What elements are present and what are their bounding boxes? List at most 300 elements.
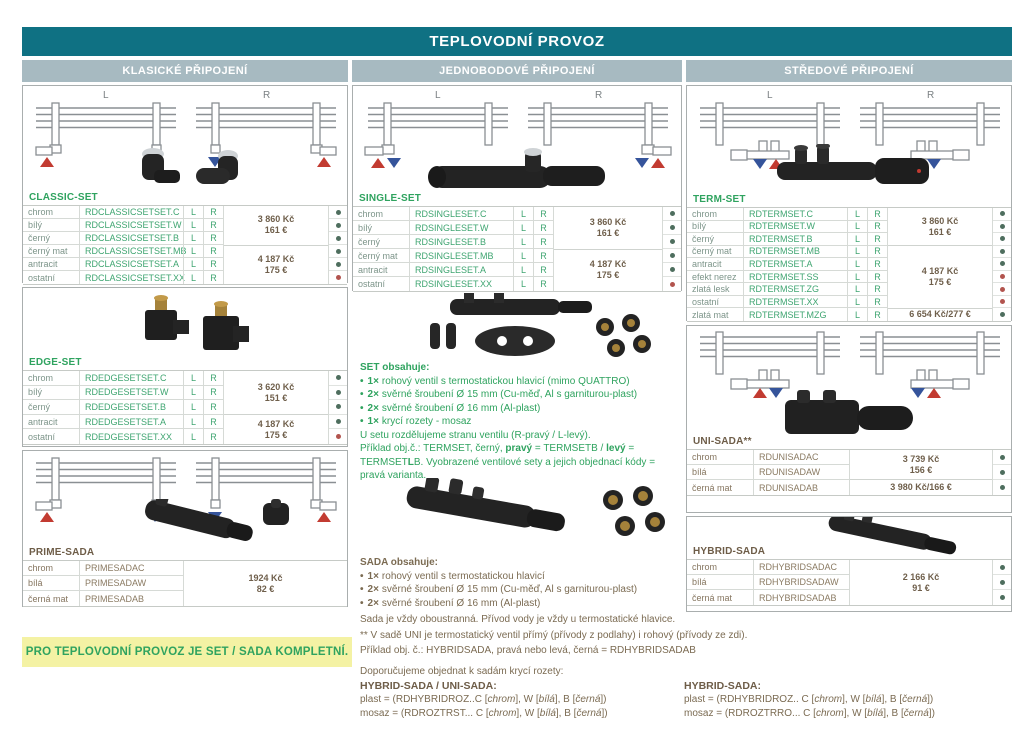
- order-code: RDEDGESETSET.W: [79, 386, 183, 400]
- color-name: černý mat: [692, 246, 732, 257]
- variant-right: R: [867, 283, 887, 295]
- table-row: [23, 271, 223, 284]
- order-code: RDCLASSICSETSET.XX: [79, 271, 183, 284]
- diagram-label-right: R: [595, 90, 603, 101]
- bullet-icon: •: [360, 389, 364, 400]
- variant-right: R: [867, 233, 887, 245]
- color-name: ostatní: [28, 272, 56, 283]
- price-cell: [888, 208, 992, 246]
- table-row: [687, 283, 887, 296]
- table-row: [687, 308, 887, 321]
- set-contents-item: • 1× rohový ventil s termostatickou hlavicí (mimo QUATTRO): [360, 375, 630, 387]
- order-code: RDEDGESETSET.XX: [79, 429, 183, 444]
- sada-contents-item: • 2× svěrné šroubení Ø 15 mm (Cu-měď, Al s garniturou-plast): [360, 584, 638, 595]
- uni-sada-table: [687, 449, 1011, 496]
- variant-left: L: [183, 219, 203, 231]
- availability-dot: [329, 429, 347, 444]
- sada-contents-block: [360, 556, 682, 610]
- variant-left: L: [513, 263, 533, 276]
- hybrid-sada-table: [687, 559, 1011, 606]
- table-row: [353, 277, 553, 291]
- table-row: [23, 258, 223, 271]
- footnote-uni: ** V sadě UNI je termostatický ventil přímý (přívody z podlahy) i rohový (přívody ze zdi).: [360, 629, 748, 641]
- table-row: [687, 450, 849, 465]
- price-cell: [224, 415, 328, 444]
- availability-dot: [993, 308, 1011, 321]
- color-name: bílá: [28, 578, 43, 588]
- classic-set-box: [22, 85, 348, 283]
- variant-left: L: [513, 249, 533, 262]
- bullet-icon: •: [360, 584, 364, 595]
- product-photo-hybrid-sada: [807, 517, 987, 559]
- price-cell: [888, 309, 992, 321]
- variant-right: R: [203, 400, 223, 414]
- rozety-right-plast: plast = (RDHYBRIDROZ.. C [chrom], W [bílá], B [černá]): [684, 694, 934, 705]
- diagram-label-right: R: [263, 90, 271, 101]
- table-row: [687, 480, 849, 495]
- variant-left: L: [847, 221, 867, 233]
- variant-left: L: [847, 208, 867, 220]
- color-name: bílý: [692, 221, 707, 232]
- classic-set-table: [23, 205, 347, 285]
- price-cell: [888, 246, 992, 309]
- section-title-edge: EDGE-SET: [29, 357, 82, 368]
- price-eur: 151 €: [264, 392, 288, 403]
- variant-right: R: [203, 371, 223, 385]
- variant-left: L: [183, 429, 203, 444]
- color-name: bílý: [28, 387, 43, 398]
- variant-right: R: [533, 221, 553, 234]
- variant-right: R: [867, 221, 887, 233]
- order-code: RDTERMSET.MB: [743, 246, 847, 258]
- price-eur: 82 €: [256, 583, 275, 594]
- price-eur: 175 €: [264, 264, 288, 275]
- table-row: [23, 400, 223, 415]
- availability-dot: [329, 415, 347, 430]
- table-row: [23, 576, 183, 591]
- availability-dot: [663, 277, 681, 291]
- color-name: antracit: [28, 259, 58, 269]
- table-row: [23, 591, 183, 606]
- availability-dot: [329, 371, 347, 386]
- availability-dot: [993, 271, 1011, 284]
- order-code: RDTERMSET.A: [743, 258, 847, 270]
- color-name: ostatní: [692, 296, 720, 307]
- color-name: chrom: [28, 207, 54, 217]
- order-code: PRIMESADAB: [79, 591, 183, 606]
- price-cell: [850, 480, 992, 495]
- section-title-term: TERM-SET: [693, 194, 746, 205]
- bullet-icon: •: [360, 402, 364, 414]
- table-row: [353, 221, 553, 235]
- order-code: RDEDGESETSET.C: [79, 371, 183, 385]
- variant-right: R: [203, 245, 223, 257]
- order-code: RDEDGESETSET.A: [79, 415, 183, 429]
- product-photo-uni-sada: [757, 388, 947, 438]
- color-name: černý: [28, 401, 51, 412]
- set-variant-note: U setu rozdělujeme stranu ventilu (R-pravý / L-levý).: [360, 429, 591, 441]
- bullet-icon: •: [360, 416, 364, 427]
- availability-dot: [329, 245, 347, 258]
- variant-left: L: [513, 207, 533, 220]
- order-code: RDUNISADAC: [753, 450, 849, 464]
- diagram-label-left: L: [435, 90, 441, 101]
- variant-right: R: [203, 258, 223, 270]
- product-photo-prime-sada: [113, 499, 313, 555]
- table-row: [23, 245, 223, 258]
- product-photo-term-set: [757, 144, 957, 196]
- variant-left: L: [183, 258, 203, 270]
- table-row: [687, 208, 887, 221]
- color-name: chrom: [692, 562, 718, 572]
- color-name: bílá: [692, 577, 707, 587]
- table-row: [353, 263, 553, 277]
- color-name: bílý: [28, 220, 43, 230]
- order-code: RDCLASSICSETSET.MB: [79, 245, 183, 257]
- sada-contents-item: • 1× rohový ventil s termostatickou hlavicí: [360, 570, 545, 582]
- single-set-table: [353, 206, 681, 292]
- variant-left: L: [183, 415, 203, 429]
- variant-right: R: [203, 219, 223, 231]
- set-contents-item: • 2× svěrné šroubení Ø 16 mm (Al-plast): [360, 402, 541, 414]
- order-code: RDCLASSICSETSET.A: [79, 258, 183, 270]
- variant-right: R: [867, 296, 887, 308]
- order-code: RDCLASSICSETSET.C: [79, 206, 183, 218]
- variant-left: L: [183, 271, 203, 284]
- variant-right: R: [203, 271, 223, 284]
- table-row: [23, 415, 223, 430]
- color-name: černá mat: [692, 592, 733, 603]
- availability-dot: [993, 246, 1011, 259]
- section-title-classic: CLASSIC-SET: [29, 192, 98, 203]
- order-code: RDTERMSET.XX: [743, 296, 847, 308]
- bullet-icon: •: [360, 570, 364, 582]
- availability-dot: [993, 258, 1011, 271]
- variant-left: L: [183, 400, 203, 414]
- table-row: [23, 206, 223, 219]
- price-czk: 3 860 Kč: [921, 215, 959, 226]
- color-name: antracit: [358, 264, 388, 275]
- variant-right: R: [867, 258, 887, 270]
- availability-dot: [993, 465, 1011, 480]
- order-code: RDSINGLESET.XX: [409, 277, 513, 291]
- variant-right: R: [203, 415, 223, 429]
- order-code: RDSINGLESET.A: [409, 263, 513, 276]
- uni-sada-box: [686, 325, 1012, 513]
- product-photo-edge-set: [93, 294, 283, 356]
- color-name: černý: [358, 236, 381, 247]
- diagram-label-left: L: [767, 90, 773, 101]
- table-row: [687, 590, 849, 605]
- price-cell: [554, 250, 662, 292]
- table-row: [23, 219, 223, 232]
- edge-set-box: [22, 287, 348, 447]
- variant-left: L: [847, 271, 867, 283]
- rozety-left-plast: plast = (RDHYBRIDROZ..C [chrom], W [bílá], B [černá]): [360, 694, 607, 705]
- color-name: černý: [692, 233, 715, 244]
- availability-dot: [663, 221, 681, 235]
- set-order-example: Příklad obj.č.: TERMSET, černý, pravý = TERMSETB / levý = TERMSETLB. Vyobrazené ventilové sety a jejich objednací kódy = pravá varianta.: [360, 443, 656, 481]
- table-row: [687, 560, 849, 575]
- price-czk: 1924 Kč: [248, 572, 283, 583]
- table-row: [353, 235, 553, 249]
- availability-dot: [663, 207, 681, 221]
- color-name: chrom: [28, 563, 54, 573]
- variant-left: L: [513, 221, 533, 234]
- color-name: efekt nerez: [692, 271, 737, 282]
- table-row: [687, 271, 887, 284]
- price-czk: 4 187 Kč: [589, 259, 627, 270]
- order-code: RDSINGLESET.C: [409, 207, 513, 220]
- color-name: antracit: [28, 416, 58, 427]
- color-name: zlatá mat: [692, 309, 729, 320]
- price-eur: 175 €: [928, 276, 952, 287]
- edge-set-table: [23, 370, 347, 445]
- table-row: [23, 561, 183, 576]
- availability-dot: [993, 283, 1011, 296]
- diagram-label-left: L: [103, 90, 109, 101]
- bullet-icon: •: [360, 597, 364, 609]
- hybrid-sada-box: [686, 516, 1012, 612]
- price-czk: 6 654 Kč/277 €: [909, 309, 971, 320]
- variant-left: L: [183, 232, 203, 244]
- product-photo-single-set: [413, 144, 643, 196]
- rozety-heading: Doporučujeme objednat k sadám krycí rozety:: [360, 666, 564, 677]
- section-title-uni: UNI-SADA**: [693, 436, 752, 447]
- price-czk: 4 187 Kč: [257, 418, 295, 429]
- order-code: RDHYBRIDSADAC: [753, 560, 849, 574]
- color-name: chrom: [692, 452, 718, 462]
- page-title: TEPLOVODNÍ PROVOZ: [22, 27, 1012, 56]
- bullet-icon: •: [360, 375, 364, 387]
- table-row: [687, 258, 887, 271]
- color-name: černá mat: [28, 593, 69, 604]
- variant-right: R: [533, 207, 553, 220]
- set-sada-note: PRO TEPLOVODNÍ PROVOZ JE SET / SADA KOMPLETNÍ.: [22, 637, 352, 667]
- price-cell: [224, 246, 328, 285]
- variant-right: R: [203, 232, 223, 244]
- color-name: chrom: [28, 372, 54, 383]
- prime-sada-table: [23, 560, 347, 607]
- variant-left: L: [513, 235, 533, 248]
- table-row: [687, 575, 849, 590]
- order-code: RDTERMSET.W: [743, 221, 847, 233]
- footnotes-block: [360, 612, 920, 659]
- color-name: černý mat: [28, 246, 68, 256]
- availability-dot: [993, 208, 1011, 221]
- rozety-right-title: HYBRID-SADA:: [684, 680, 761, 692]
- availability-dot: [993, 221, 1011, 234]
- order-code: RDEDGESETSET.B: [79, 400, 183, 414]
- set-contents-item: • 1× krycí rozety - mosaz: [360, 416, 472, 427]
- order-code: RDHYBRIDSADAB: [753, 590, 849, 605]
- color-name: černý: [28, 233, 51, 243]
- color-name: ostatní: [358, 279, 386, 289]
- variant-left: L: [847, 308, 867, 321]
- price-cell: [184, 561, 347, 606]
- table-row: [23, 386, 223, 401]
- table-row: [687, 233, 887, 246]
- order-code: RDTERMSET.MZG: [743, 308, 847, 321]
- order-code: RDCLASSICSETSET.W: [79, 219, 183, 231]
- color-name: černá mat: [692, 482, 733, 493]
- column-header-classic: KLASICKÉ PŘIPOJENÍ: [22, 60, 348, 82]
- variant-left: L: [847, 258, 867, 270]
- variant-left: L: [847, 283, 867, 295]
- order-code: RDTERMSET.SS: [743, 271, 847, 283]
- color-name: bílá: [692, 467, 707, 477]
- price-eur: 91 €: [912, 582, 930, 593]
- order-code: RDUNISADAW: [753, 465, 849, 479]
- variant-left: L: [847, 246, 867, 258]
- price-czk: 3 620 Kč: [257, 381, 295, 392]
- variant-right: R: [203, 429, 223, 444]
- order-code: RDUNISADAB: [753, 480, 849, 495]
- sada-contents-item: • 2× svěrné šroubení Ø 16 mm (Al-plast): [360, 597, 541, 609]
- set-contents-item: • 2× svěrné šroubení Ø 15 mm (Cu-měď, Al s garniturou-plast): [360, 389, 638, 400]
- rozety-right-mosaz: mosaz = (RDROZTRRO... C [chrom], W [bílá], B [černá]): [684, 708, 935, 719]
- table-row: [687, 465, 849, 480]
- availability-dot: [329, 258, 347, 271]
- order-code: RDSINGLESET.W: [409, 221, 513, 234]
- availability-dot: [993, 296, 1011, 309]
- table-row: [23, 371, 223, 386]
- variant-right: R: [533, 263, 553, 276]
- set-contents-block: [360, 361, 682, 483]
- color-name: bílý: [358, 222, 373, 233]
- variant-left: L: [847, 296, 867, 308]
- column-header-central: STŘEDOVÉ PŘIPOJENÍ: [686, 60, 1012, 82]
- price-czk: 3 739 Kč: [902, 453, 940, 464]
- section-title-prime: PRIME-SADA: [29, 547, 95, 558]
- variant-left: L: [513, 277, 533, 291]
- diagram-label-right: R: [927, 90, 935, 101]
- table-row: [687, 246, 887, 259]
- footnote-example: Příklad obj. č.: HYBRIDSADA, pravá nebo levá, černá = RDHYBRIDSADAB: [360, 645, 696, 656]
- set-contents-title: SET obsahuje:: [360, 362, 430, 373]
- availability-dot: [993, 480, 1011, 495]
- section-title-single: SINGLE-SET: [359, 193, 422, 204]
- availability-dot: [663, 249, 681, 263]
- order-code: PRIMESADAW: [79, 576, 183, 590]
- table-row: [353, 249, 553, 263]
- section-title-hybrid: HYBRID-SADA: [693, 546, 766, 557]
- price-eur: 156 €: [909, 464, 933, 475]
- variant-right: R: [867, 308, 887, 321]
- variant-left: L: [183, 371, 203, 385]
- order-code: RDHYBRIDSADAW: [753, 575, 849, 589]
- variant-right: R: [533, 235, 553, 248]
- set-components-photo: [420, 293, 670, 361]
- availability-dot: [329, 219, 347, 232]
- price-cell: [224, 371, 328, 415]
- price-czk: 4 187 Kč: [257, 253, 295, 264]
- order-code: RDSINGLESET.MB: [409, 249, 513, 262]
- color-name: zlatá lesk: [692, 284, 730, 295]
- availability-dot: [663, 235, 681, 249]
- variant-right: R: [867, 208, 887, 220]
- availability-dot: [329, 271, 347, 284]
- rozety-left-block: [360, 679, 672, 721]
- rozety-right-block: [684, 679, 1014, 721]
- price-eur: 161 €: [928, 226, 952, 237]
- color-name: černý mat: [358, 250, 398, 261]
- variant-right: R: [533, 249, 553, 262]
- price-eur: 161 €: [596, 227, 620, 238]
- price-cell: [224, 206, 328, 246]
- price-eur: 175 €: [264, 429, 288, 440]
- availability-dot: [329, 206, 347, 219]
- rozety-left-mosaz: mosaz = (RDROZTRST... C [chrom], W [bílá], B [černá]): [360, 708, 608, 719]
- footnote-sada: Sada je vždy oboustranná. Přívod vody je vždy u termostatické hlavice.: [360, 614, 676, 625]
- variant-left: L: [183, 245, 203, 257]
- color-name: chrom: [358, 208, 384, 219]
- price-czk: 3 860 Kč: [257, 214, 295, 225]
- order-code: RDCLASSICSETSET.B: [79, 232, 183, 244]
- variant-left: L: [183, 386, 203, 400]
- prime-sada-box: [22, 450, 348, 607]
- table-row: [687, 221, 887, 234]
- rozety-left-title: HYBRID-SADA / UNI-SADA:: [360, 680, 497, 692]
- color-name: chrom: [692, 208, 718, 219]
- availability-dot: [329, 400, 347, 415]
- availability-dot: [993, 450, 1011, 465]
- price-cell: [850, 450, 992, 480]
- order-code: PRIMESADAC: [79, 561, 183, 575]
- variant-right: R: [203, 206, 223, 218]
- sada-contents-title: SADA obsahuje:: [360, 557, 438, 568]
- availability-dot: [329, 386, 347, 401]
- table-row: [687, 296, 887, 309]
- price-cell: [850, 560, 992, 605]
- variant-right: R: [867, 271, 887, 283]
- variant-right: R: [867, 246, 887, 258]
- price-czk: 4 187 Kč: [921, 265, 959, 276]
- table-row: [23, 429, 223, 444]
- variant-right: R: [533, 277, 553, 291]
- price-cell: [554, 207, 662, 250]
- availability-dot: [663, 263, 681, 277]
- variant-right: R: [203, 386, 223, 400]
- order-code: RDSINGLESET.B: [409, 235, 513, 248]
- table-row: [23, 232, 223, 245]
- color-name: antracit: [692, 258, 722, 269]
- variant-left: L: [847, 233, 867, 245]
- price-eur: 161 €: [264, 225, 288, 236]
- sada-components-photo: [385, 478, 675, 554]
- price-czk: 3 980 Kč/166 €: [890, 482, 952, 493]
- order-code: RDTERMSET.ZG: [743, 283, 847, 295]
- price-czk: 2 166 Kč: [902, 571, 940, 582]
- product-photo-classic-set: [108, 144, 278, 196]
- availability-dot: [993, 575, 1011, 590]
- price-czk: 3 860 Kč: [589, 216, 627, 227]
- term-set-table: [687, 207, 1011, 322]
- price-eur: 175 €: [596, 270, 620, 281]
- table-row: [353, 207, 553, 221]
- order-code: RDTERMSET.C: [743, 208, 847, 220]
- term-set-box: [686, 85, 1012, 321]
- column-header-single: JEDNOBODOVÉ PŘIPOJENÍ: [352, 60, 682, 82]
- availability-dot: [993, 590, 1011, 605]
- single-set-box: [352, 85, 682, 291]
- variant-left: L: [183, 206, 203, 218]
- availability-dot: [993, 560, 1011, 575]
- order-code: RDTERMSET.B: [743, 233, 847, 245]
- availability-dot: [329, 232, 347, 245]
- color-name: ostatní: [28, 431, 56, 442]
- availability-dot: [993, 233, 1011, 246]
